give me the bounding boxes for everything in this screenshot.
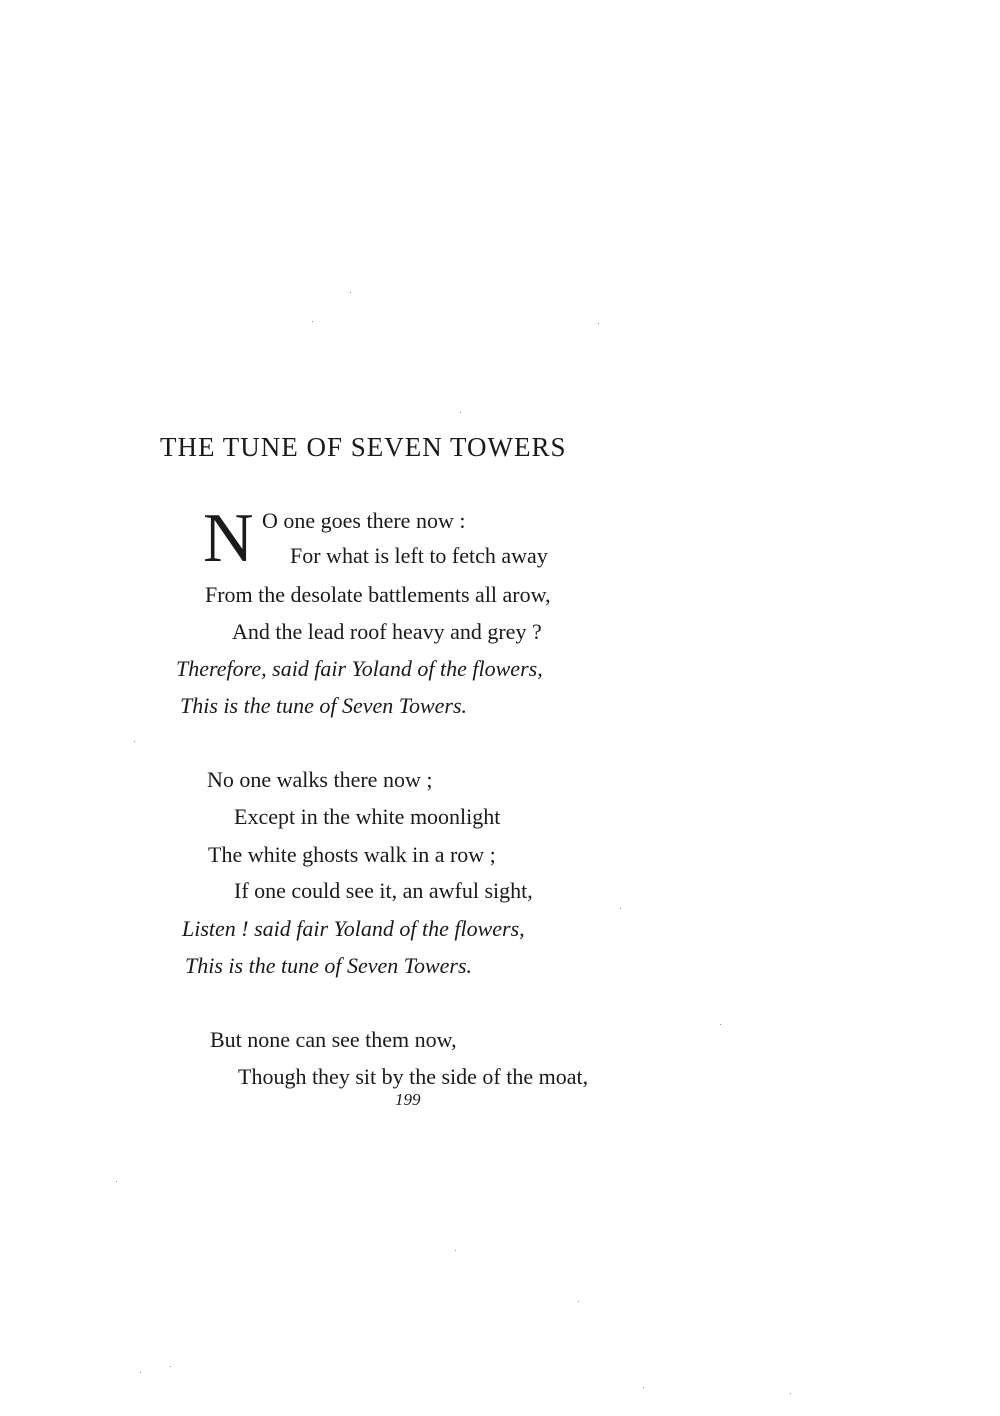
scan-speck bbox=[620, 908, 621, 909]
stanza2-line4: If one could see it, an awful sight, bbox=[234, 878, 533, 903]
scan-speck bbox=[790, 1393, 791, 1394]
stanza1-line4: And the lead roof heavy and grey ? bbox=[232, 619, 542, 644]
page-number: 199 bbox=[395, 1090, 421, 1109]
stanza3-line1: But none can see them now, bbox=[210, 1027, 457, 1052]
stanza2-line1: No one walks there now ; bbox=[207, 767, 433, 792]
stanza1-refrain2: This is the tune of Seven Towers. bbox=[180, 693, 468, 718]
scan-speck bbox=[643, 1387, 644, 1388]
scan-speck bbox=[455, 1250, 456, 1251]
scan-speck bbox=[598, 323, 599, 324]
stanza2-line3: The white ghosts walk in a row ; bbox=[208, 842, 496, 867]
scan-speck bbox=[460, 412, 461, 413]
scan-speck bbox=[170, 1366, 171, 1367]
scan-speck bbox=[140, 1372, 141, 1373]
scan-speck bbox=[134, 741, 135, 742]
stanza1-line3: From the desolate battlements all arow, bbox=[205, 582, 551, 607]
scan-speck bbox=[720, 1024, 721, 1025]
scan-speck bbox=[116, 1181, 117, 1182]
stanza1-line2: For what is left to fetch away bbox=[290, 543, 548, 568]
drop-cap: N bbox=[203, 500, 254, 577]
stanza2-refrain1: Listen ! said fair Yoland of the flowers, bbox=[182, 916, 525, 941]
stanza2-line2: Except in the white moonlight bbox=[234, 804, 501, 829]
stanza1-line1: O one goes there now : bbox=[262, 508, 466, 533]
stanza1-refrain1: Therefore, said fair Yoland of the flowers, bbox=[176, 656, 543, 681]
stanza3-line2: Though they sit by the side of the moat, bbox=[238, 1064, 589, 1089]
scan-speck bbox=[312, 321, 313, 322]
poem-title: THE TUNE OF SEVEN TOWERS bbox=[160, 432, 567, 462]
stanza2-refrain2: This is the tune of Seven Towers. bbox=[185, 953, 473, 978]
scan-speck bbox=[350, 292, 351, 293]
scan-speck bbox=[578, 1301, 579, 1302]
